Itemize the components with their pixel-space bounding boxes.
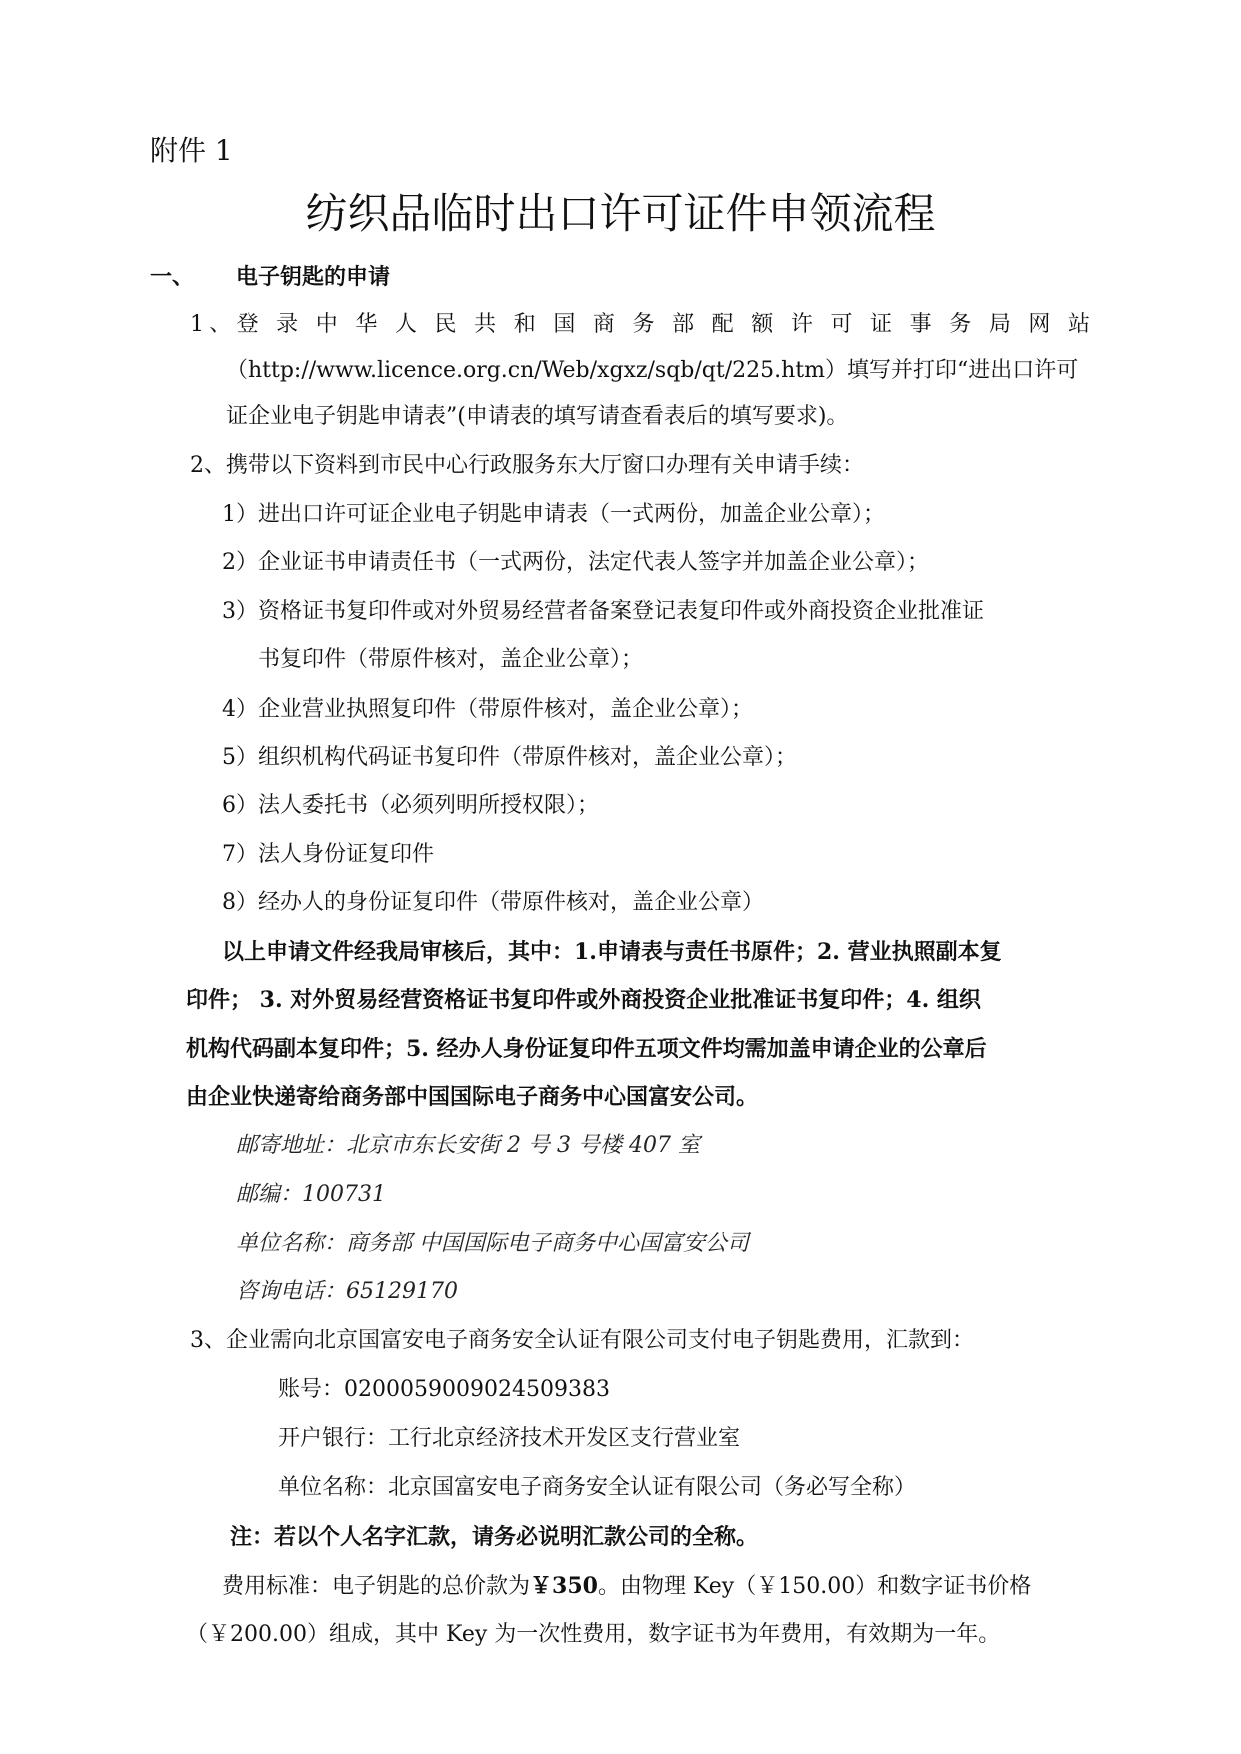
- bold-paragraph-line: 印件； 3. 对外贸易经营资格证书复印件或外商投资企业批准证书复印件；4. 组织: [186, 987, 981, 1013]
- step2-item: 1）进出口许可证企业电子钥匙申请表（一式两份，加盖企业公章）；: [222, 502, 885, 527]
- fee-standard-line1: [222, 1571, 1031, 1602]
- payee-unit: 单位名称：北京国富安电子商务安全认证有限公司（务必写全称）: [278, 1475, 917, 1500]
- bank-name: 开户银行：工行北京经济技术开发区支行营业室: [278, 1426, 741, 1451]
- annex-label: 附件 1: [150, 134, 233, 167]
- total-price: ￥350: [530, 1573, 598, 1599]
- section-heading: 电子钥匙的申请: [236, 264, 391, 290]
- mail-unit: 单位名称：商务部 中国国际电子商务中心国富安公司: [236, 1231, 749, 1256]
- bold-paragraph-line: 机构代码副本复印件；5. 经办人身份证复印件五项文件均需加盖申请企业的公章后: [186, 1036, 987, 1062]
- step2-item: 3）资格证书复印件或对外贸易经营者备案登记表复印件或外商投资企业批准证: [222, 599, 984, 624]
- fee-text: 费用标准：电子钥匙的总价款为: [222, 1574, 531, 1599]
- fee-standard-line2: （￥200.00）组成，其中 Key 为一次性费用，数字证书为年费用，有效期为一年。: [186, 1622, 1001, 1647]
- step2-item: 7）法人身份证复印件: [222, 842, 434, 867]
- step2-item: 6）法人委托书（必须列明所授权限）；: [222, 793, 599, 818]
- fee-text: 。由物理 Key（￥150.00）和数字证书价格: [597, 1574, 1032, 1599]
- mail-phone: 咨询电话：65129170: [236, 1279, 458, 1304]
- mail-address: 邮寄地址：北京市东长安街 2 号 3 号楼 407 室: [236, 1133, 700, 1158]
- remittance-note: 注：若以个人名字汇款，请务必说明汇款公司的全称。: [230, 1524, 759, 1550]
- mail-postcode: 邮编：100731: [236, 1182, 386, 1207]
- bold-paragraph-line: 由企业快递寄给商务部中国国际电子商务中心国富安公司。: [186, 1084, 759, 1110]
- step1-line3: 证企业电子钥匙申请表”(申请表的填写请查看表后的填写要求)。: [226, 404, 849, 429]
- step2-item: 2）企业证书申请责任书（一式两份，法定代表人签字并加盖企业公章）；: [222, 550, 929, 575]
- step1-line2: （http://www.licence.org.cn/Web/xgxz/sqb/qt/225.htm）填写并打印“进出口许可: [226, 358, 1079, 383]
- section-number: 一、: [150, 264, 195, 290]
- step2-item: 5）组织机构代码证书复印件（带原件核对，盖企业公章）；: [222, 745, 797, 770]
- step3-intro: 3、企业需向北京国富安电子商务安全认证有限公司支付电子钥匙费用，汇款到：: [190, 1328, 974, 1353]
- step2-item: 8）经办人的身份证复印件（带原件核对，盖企业公章）: [222, 890, 764, 915]
- bold-paragraph-line: 以上申请文件经我局审核后，其中：1.申请表与责任书原件；2. 营业执照副本复: [222, 939, 1002, 965]
- account-number: 账号：0200059009024509383: [278, 1377, 610, 1402]
- step1-line1: 1、登 录 中 华 人 民 共 和 国 商 务 部 配 额 许 可 证 事 务 局 网 站: [190, 312, 1090, 337]
- step2-item-continued: 书复印件（带原件核对，盖企业公章）；: [258, 647, 644, 672]
- step2-intro: 2、携带以下资料到市民中心行政服务东大厅窗口办理有关申请手续：: [190, 453, 864, 478]
- step2-item: 4）企业营业执照复印件（带原件核对，盖企业公章）；: [222, 697, 753, 722]
- document-title: 纺织品临时出口许可证件申领流程: [305, 189, 936, 238]
